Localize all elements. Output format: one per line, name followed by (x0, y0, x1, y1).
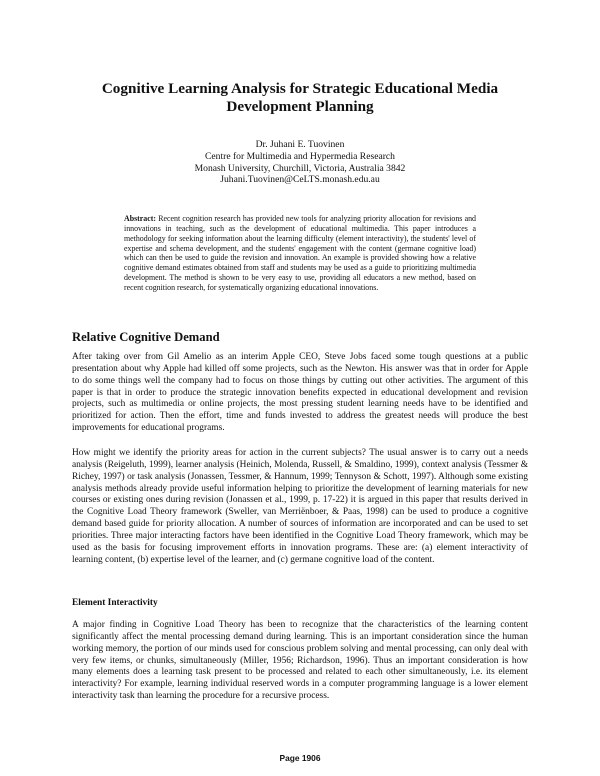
section-heading-relative-cognitive-demand: Relative Cognitive Demand (72, 330, 220, 344)
body-paragraph: A major finding in Cognitive Load Theory has been to recognize that the characteristics of the learning content significantly affect the mental processing demand during learning. This is an important consideration since the human working memory, the portion of our minds used for conscious problem solving and mental processing, can only deal with very few items, or chunks, simultaneously (Miller, 1956; Richardson, 1996). Thus an important consideration is how many elements does a learning task present to be processed and related to each other simultaneously, i.e. its element interactivity? For example, learning individual reserved words in a computer programming language is a lower element interactivity task than learning the procedure for a recursive process. (72, 620, 528, 702)
abstract-label: Abstract: (124, 214, 156, 223)
author-block (120, 139, 480, 186)
abstract (124, 214, 476, 293)
body-paragraph: How might we identify the priority areas for action in the current subjects? The usual answer is to carry out a needs analysis (Reigeluth, 1999), learner analysis (Heinich, Molenda, Russell, & Smaldino, 1999), context analysis (Tessmer & Richey, 1997) or task analysis (Jonassen, Tessmer, & Hannum, 1999; Tennyson & Schott, 1997). Although some existing analysis methods already provide useful information helping to prioritize the development of learning materials for new courses or existing ones during revision (Jonassen et al., 1999, p. 17-22) it is argued in this paper that results derived in the Cognitive Load Theory framework (Sweller, van Merriënboer, & Paas, 1998) can be used to produce a cognitive demand based guide for priority allocation. A number of sources of information are incorporated and can be used to set priorities. Three major interacting factors have been identified in the Cognitive Load Theory framework, which may be used as the basis for focusing improvement efforts in innovation programs. These are: (a) element interactivity of learning content, (b) expertise level of the learner, and (c) germane cognitive load of the content. (72, 448, 528, 565)
page-number: Page 1906 (279, 753, 321, 763)
author-affiliation: Centre for Multimedia and Hypermedia Research (205, 150, 395, 162)
section-heading-element-interactivity: Element Interactivity (72, 598, 158, 608)
paper-title: Cognitive Learning Analysis for Strategic Educational Media Development Planning (101, 80, 499, 115)
body-paragraph: After taking over from Gil Amelio as an interim Apple CEO, Steve Jobs faced some tough questions at a public presentation about why Apple had killed off some projects, such as the Newton. His answer was that in order for Apple to do some things well the company had to focus on those things by cutting out other activities. The argument of this paper is that in order to produce the strategic innovation benefits expected in educational development and revision projects, such as multimedia or online projects, the most pressing student learning needs have to be identified and prioritized for action. Then the effort, time and funds invested to address the greatest needs will produce the best improvements for educational programs. (72, 352, 528, 434)
author-name: Dr. Juhani E. Tuovinen (255, 139, 345, 150)
abstract-text: Recent cognition research has provided new tools for analyzing priority allocation for revisions and innovations in teaching, such as the development of educational multimedia. This paper introduces a methodology for seeking information about the learning difficulty (element interactivity), the students' level of expertise and schema development, and the students' engagement with the content (germane cognitive load) which can then be used to guide the revision and innovation. An example is provided showing how a relative cognitive demand estimates obtained from staff and students may be used as a guide to prioritizing multimedia development. The method is shown to be very easy to use, providing all educators a new method, based on recent cognition research, for systematically organizing educational innovations. (124, 214, 476, 292)
author-email: Juhani.Tuovinen@CeLTS.monash.edu.au (220, 174, 380, 186)
author-address: Monash University, Churchill, Victoria, Australia 3842 (194, 162, 406, 174)
